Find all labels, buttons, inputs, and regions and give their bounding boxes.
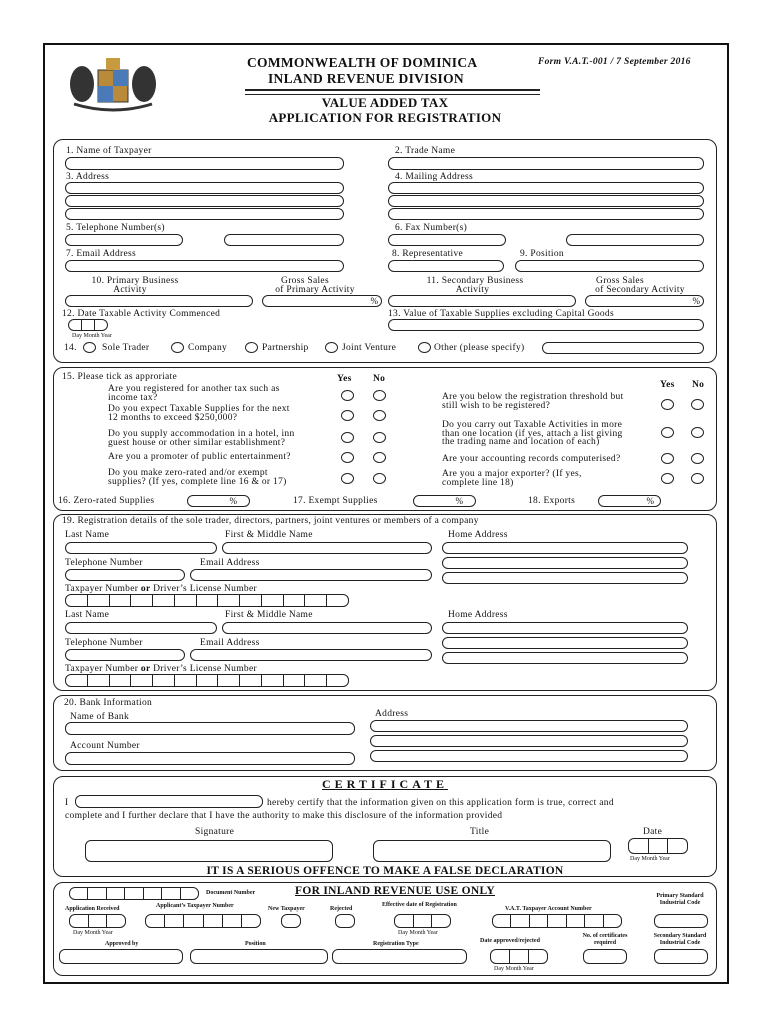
no-header-right: No [692, 380, 705, 390]
label-exports: 18. Exports [528, 496, 576, 506]
company-radio[interactable] [171, 342, 184, 353]
certificate-text-1: hereby certify that the information given on this application form is true, correct and [267, 798, 614, 808]
fax-field-2[interactable] [566, 234, 704, 246]
day-month-year-hint: Day Month Year [494, 966, 534, 972]
date-approved-field[interactable] [490, 949, 548, 964]
trade-name-field[interactable] [388, 157, 704, 170]
zero-rated-field[interactable] [187, 495, 250, 507]
digit-cell[interactable] [326, 675, 348, 686]
digit-cell[interactable] [283, 595, 305, 606]
label-part: Driver’s License Number [150, 584, 257, 594]
label-secondary-activity: 11. Secondary Business [426, 276, 524, 286]
label-part: Driver’s License Number [150, 664, 257, 674]
digit-cell[interactable] [493, 915, 510, 927]
question-text: income tax? [108, 393, 158, 403]
digit-cell[interactable] [304, 595, 326, 606]
label-secondary-sic-2: Industrial Code [659, 940, 701, 946]
label-rejected: Rejected [330, 906, 353, 912]
digit-cell[interactable] [164, 915, 183, 927]
taxpayer-license-number-field[interactable] [65, 594, 349, 607]
label-value-supplies: 13. Value of Taxable Supplies excluding Capital Goods [388, 309, 614, 319]
label-primary-sic-2: Industrial Code [659, 900, 701, 906]
question-text: guest house or other similar establishment? [108, 438, 286, 448]
label-part: Taxpayer Number [65, 664, 141, 674]
question-text: than one location (if yes, attach a list giving [442, 428, 623, 439]
taxpayer-license-number-field[interactable] [65, 674, 349, 687]
digit-cell[interactable] [509, 950, 528, 963]
digit-cell[interactable] [106, 888, 124, 899]
label-last-name: Last Name [65, 530, 110, 540]
digit-cell[interactable] [196, 595, 218, 606]
label-telephone: 5. Telephone Number(s) [66, 223, 165, 233]
digit-cell[interactable] [413, 915, 432, 927]
bank-name-field[interactable] [65, 722, 355, 735]
rejected-checkbox[interactable] [335, 914, 355, 928]
label-gross-primary: Gross Sales [281, 276, 329, 286]
label-last-name: Last Name [65, 610, 110, 620]
yes-radio[interactable] [661, 399, 674, 410]
applicant-taxpayer-number-field[interactable] [145, 914, 261, 928]
yes-radio[interactable] [661, 473, 674, 484]
digit-cell[interactable] [180, 888, 198, 899]
header-line1: COMMONWEALTH OF DOMINICA [247, 55, 478, 70]
question-text: Do you expect Taxable Supplies for the next [108, 404, 290, 414]
digit-cell[interactable] [217, 675, 239, 686]
digit-cell[interactable] [152, 675, 174, 686]
exempt-field[interactable] [413, 495, 476, 507]
label-fax: 6. Fax Number(s) [395, 223, 468, 233]
digit-cell[interactable] [528, 950, 547, 963]
label-part: or [140, 664, 151, 674]
bank-address-field-3[interactable] [370, 750, 688, 762]
label-partnership: Partnership [262, 343, 309, 353]
label-no-of-certificates-2: required [593, 940, 617, 946]
gross-sales-secondary-field[interactable] [585, 295, 704, 307]
question-text: still wish to be registered? [442, 400, 551, 411]
form-title: VALUE ADDED TAX [321, 95, 449, 110]
digit-cell[interactable] [174, 675, 196, 686]
label-home-address: Home Address [448, 530, 508, 540]
digit-cell[interactable] [124, 888, 142, 899]
coat-of-arms-logo [64, 54, 162, 112]
percent-sign: % [229, 496, 237, 506]
label-date: Date [643, 827, 663, 837]
label-taxpayer-or-license [65, 664, 257, 674]
label-sole-trader: Sole Trader [102, 343, 150, 353]
label-title: Title [470, 827, 490, 837]
yes-header: Yes [337, 374, 352, 384]
yes-radio[interactable] [341, 452, 354, 463]
document-number-field[interactable] [69, 887, 199, 900]
date-commenced-field[interactable] [68, 319, 108, 331]
label-first-middle-name: First & Middle Name [225, 610, 313, 620]
digit-cell[interactable] [603, 915, 621, 927]
digit-cell[interactable] [196, 675, 218, 686]
yes-radio[interactable] [661, 427, 674, 438]
label-joint-venture: Joint Venture [342, 343, 397, 353]
day-month-year-hint: Day Month Year [630, 856, 670, 862]
digit-cell[interactable] [217, 595, 239, 606]
partnership-radio[interactable] [245, 342, 258, 353]
label-bank-name: Name of Bank [70, 712, 129, 722]
question-text: Do you make zero-rated and/or exempt [108, 468, 268, 478]
label-gross-secondary-2: of Secondary Activity [595, 285, 685, 295]
percent-sign: % [646, 496, 654, 506]
declarant-name-field[interactable] [75, 795, 263, 808]
digit-cell[interactable] [491, 950, 509, 963]
form-subtitle: APPLICATION FOR REGISTRATION [268, 110, 502, 125]
label-exempt: 17. Exempt Supplies [293, 496, 378, 506]
no-radio[interactable] [691, 399, 704, 410]
digit-cell[interactable] [261, 595, 283, 606]
inland-revenue-title: FOR INLAND REVENUE USE ONLY [295, 885, 496, 897]
label-applicant-taxpayer-number: Applicant’s Taxpayer Number [156, 903, 234, 909]
label-ir-position: Position [245, 941, 266, 947]
title-field[interactable] [373, 840, 611, 862]
digit-cell[interactable] [69, 320, 81, 330]
value-supplies-field[interactable] [388, 319, 704, 331]
approved-by-field[interactable] [59, 949, 183, 964]
yes-radio[interactable] [341, 473, 354, 484]
label-secondary-sic: Secondary Standard [653, 933, 707, 939]
digit-cell[interactable] [510, 915, 528, 927]
certificate-text-2: complete and I further declare that I have the authority to make this disclosure of the information provided [65, 811, 503, 821]
primary-sic-field[interactable] [654, 914, 708, 928]
label-primary-activity: 10. Primary Business [91, 276, 179, 286]
false-declaration-warning: IT IS A SERIOUS OFFENCE TO MAKE A FALSE DECLARATION [206, 865, 564, 877]
ir-position-field[interactable] [190, 949, 328, 964]
secondary-sic-field[interactable] [654, 949, 708, 964]
yes-radio[interactable] [341, 390, 354, 401]
yes-header-right: Yes [660, 380, 675, 390]
last-name-field[interactable] [65, 622, 217, 634]
label-primary-activity-2: Activity [113, 285, 147, 295]
label-gross-primary-2: of Primary Activity [275, 285, 355, 295]
day-month-year-hint: Day Month Year [398, 930, 438, 936]
label-document-number: Document Number [206, 890, 256, 896]
no-radio[interactable] [373, 473, 386, 484]
digit-cell[interactable] [648, 839, 668, 853]
home-address-field[interactable] [442, 652, 688, 664]
digit-cell[interactable] [203, 915, 222, 927]
address-field-2[interactable] [65, 195, 344, 207]
no-header: No [373, 374, 386, 384]
digit-cell[interactable] [70, 915, 88, 927]
no-radio[interactable] [691, 453, 704, 464]
digit-cell[interactable] [146, 915, 164, 927]
digit-cell[interactable] [81, 320, 94, 330]
digit-cell[interactable] [431, 915, 450, 927]
digit-cell[interactable] [239, 675, 261, 686]
digit-cell[interactable] [529, 915, 547, 927]
digit-cell[interactable] [130, 595, 152, 606]
telephone-field-1[interactable] [65, 234, 183, 246]
home-address-field[interactable] [442, 622, 688, 634]
digit-cell[interactable] [152, 595, 174, 606]
label-bank-address: Address [375, 709, 409, 719]
question-text: Are you a major exporter? (If yes, [442, 469, 582, 479]
mailing-address-field-2[interactable] [388, 195, 704, 207]
label-part: or [140, 584, 151, 594]
label-email-address: Email Address [200, 638, 260, 648]
other-radio[interactable] [418, 342, 431, 353]
label-telephone-number: Telephone Number [65, 638, 143, 648]
digit-cell[interactable] [66, 675, 87, 686]
label-zero-rated: 16. Zero-rated Supplies [58, 496, 155, 506]
no-radio[interactable] [691, 473, 704, 484]
label-email-address: Email Address [200, 558, 260, 568]
question-text: Do you carry out Taxable Activities in more [442, 420, 623, 430]
label-signature: Signature [195, 827, 235, 837]
digit-cell[interactable] [629, 839, 648, 853]
digit-cell[interactable] [326, 595, 348, 606]
label-date-approved: Date approved/rejected [480, 938, 540, 944]
digit-cell[interactable] [241, 915, 260, 927]
question-text: complete line 18) [442, 477, 514, 488]
digit-cell[interactable] [584, 915, 602, 927]
home-address-field[interactable] [442, 637, 688, 649]
label-effective-date: Effective date of Registration [382, 902, 457, 908]
no-radio[interactable] [373, 452, 386, 463]
mailing-address-field-3[interactable] [388, 208, 704, 220]
new-taxpayer-checkbox[interactable] [281, 914, 301, 928]
label-representative: 8. Representative [392, 249, 464, 259]
position-field[interactable] [515, 260, 704, 272]
digit-cell[interactable] [304, 675, 326, 686]
label-telephone-number: Telephone Number [65, 558, 143, 568]
digit-cell[interactable] [283, 675, 305, 686]
percent-sign: % [692, 296, 700, 306]
digit-cell[interactable] [88, 915, 107, 927]
label-home-address: Home Address [448, 610, 508, 620]
digit-cell[interactable] [667, 839, 687, 853]
digit-cell[interactable] [161, 888, 179, 899]
label-part: Taxpayer Number [65, 584, 141, 594]
header-line2: INLAND REVENUE DIVISION [268, 71, 464, 86]
yes-radio[interactable] [661, 453, 674, 464]
question-text: the trading name and location of each) [442, 437, 600, 447]
question-text: Are you registered for another tax such as [108, 384, 280, 394]
no-radio[interactable] [691, 427, 704, 438]
percent-sign: % [455, 496, 463, 506]
yes-radio[interactable] [341, 410, 354, 421]
mailing-address-field-1[interactable] [388, 182, 704, 194]
question-text: Are you below the registration threshold but [442, 392, 624, 402]
digit-cell[interactable] [109, 595, 131, 606]
label-address: 3. Address [66, 172, 110, 182]
telephone-number-field[interactable] [65, 569, 185, 581]
label-i: I [65, 798, 69, 808]
first-middle-name-field[interactable] [222, 622, 432, 634]
email-address-field[interactable] [190, 569, 432, 581]
label-date-commenced: 12. Date Taxable Activity Commenced [62, 309, 221, 319]
digit-cell[interactable] [94, 320, 107, 330]
label-trade-name: 2. Trade Name [395, 146, 456, 156]
label-vat-account-number: V.A.T. Taxpayer Account Number [505, 906, 592, 912]
bank-address-field-2[interactable] [370, 735, 688, 747]
day-month-year-hint: Day Month Year [73, 930, 113, 936]
question-text: Are you a promoter of public entertainment? [108, 452, 291, 462]
primary-activity-field[interactable] [65, 295, 253, 307]
no-radio[interactable] [373, 432, 386, 443]
email-field[interactable] [65, 260, 344, 272]
label-application-received: Application Received [65, 906, 120, 912]
yes-radio[interactable] [341, 432, 354, 443]
question-text: Do you supply accommodation in a hotel, inn [108, 429, 295, 439]
question-text: supplies? (If yes, complete line 16 & or 17) [108, 477, 287, 487]
day-month-year-hint: Day Month Year [72, 333, 112, 339]
label-registration-type: Registration Type [373, 941, 419, 947]
digit-cell[interactable] [130, 675, 152, 686]
representative-field[interactable] [388, 260, 504, 272]
label-company: Company [188, 343, 228, 353]
digit-cell[interactable] [87, 595, 109, 606]
label-secondary-activity-2: Activity [455, 285, 490, 295]
digit-cell[interactable] [70, 888, 87, 899]
label-first-middle-name: First & Middle Name [225, 530, 313, 540]
name-of-taxpayer-field[interactable] [65, 157, 344, 170]
form-id: Form V.A.T.-001 / 7 September 2016 [538, 57, 691, 67]
last-name-field[interactable] [65, 542, 217, 554]
label-email: 7. Email Address [66, 249, 136, 259]
telephone-number-field[interactable] [65, 649, 185, 661]
label-gross-secondary: Gross Sales [596, 276, 644, 286]
digit-cell[interactable] [174, 595, 196, 606]
label-position: 9. Position [520, 249, 564, 259]
certificate-title: CERTIFICATE [321, 777, 449, 791]
label-other: Other (please specify) [434, 343, 525, 353]
first-middle-name-field[interactable] [222, 542, 432, 554]
label-primary-sic: Primary Standard [656, 893, 704, 899]
exports-field[interactable] [598, 495, 661, 507]
digit-cell[interactable] [395, 915, 413, 927]
label-new-taxpayer: New Taxpayer [268, 906, 305, 912]
signature-field[interactable] [85, 840, 333, 862]
no-radio[interactable] [373, 390, 386, 401]
no-radio[interactable] [373, 410, 386, 421]
label-no-of-certificates: No. of certificates [582, 933, 628, 939]
digit-cell[interactable] [87, 675, 109, 686]
percent-sign: % [370, 296, 378, 306]
no-of-certificates-field[interactable] [583, 949, 627, 964]
label-name-of-taxpayer: 1. Name of Taxpayer [66, 146, 152, 156]
digit-cell[interactable] [547, 915, 565, 927]
email-address-field[interactable] [190, 649, 432, 661]
digit-cell[interactable] [566, 915, 584, 927]
sole-trader-radio[interactable] [83, 342, 96, 353]
label-taxpayer-or-license [65, 584, 257, 594]
joint-venture-radio[interactable] [325, 342, 338, 353]
home-address-field[interactable] [442, 542, 688, 554]
account-number-field[interactable] [65, 752, 355, 765]
digit-cell[interactable] [106, 915, 125, 927]
fax-field-1[interactable] [388, 234, 506, 246]
address-field-1[interactable] [65, 182, 344, 194]
label-approved-by: Approved by [105, 941, 139, 947]
label-15: 15. Please tick as approriate [62, 372, 178, 382]
label-14: 14. [64, 343, 77, 353]
label-account-number: Account Number [70, 741, 140, 751]
gross-sales-primary-field[interactable] [262, 295, 382, 307]
address-field-3[interactable] [65, 208, 344, 220]
label-19: 19. Registration details of the sole trader, directors, partners, joint ventures or members of a company [62, 516, 479, 526]
bank-address-field-1[interactable] [370, 720, 688, 732]
digit-cell[interactable] [239, 595, 261, 606]
secondary-activity-field[interactable] [388, 295, 576, 307]
digit-cell[interactable] [109, 675, 131, 686]
digit-cell[interactable] [222, 915, 241, 927]
digit-cell[interactable] [183, 915, 202, 927]
digit-cell[interactable] [261, 675, 283, 686]
telephone-field-2[interactable] [224, 234, 344, 246]
question-text: Are your accounting records computerised? [442, 454, 621, 464]
application-received-date-field[interactable] [69, 914, 126, 928]
digit-cell[interactable] [143, 888, 161, 899]
home-address-field[interactable] [442, 557, 688, 569]
question-text: 12 months to exceed $250,000? [108, 413, 238, 423]
vat-account-number-field[interactable] [492, 914, 622, 928]
label-20: 20. Bank Information [64, 698, 153, 708]
effective-date-field[interactable] [394, 914, 451, 928]
digit-cell[interactable] [87, 888, 105, 899]
certificate-date-field[interactable] [628, 838, 688, 854]
digit-cell[interactable] [66, 595, 87, 606]
home-address-field[interactable] [442, 572, 688, 584]
registration-type-field[interactable] [332, 949, 467, 964]
other-specify-field[interactable] [542, 342, 704, 354]
label-mailing-address: 4. Mailing Address [395, 172, 473, 182]
